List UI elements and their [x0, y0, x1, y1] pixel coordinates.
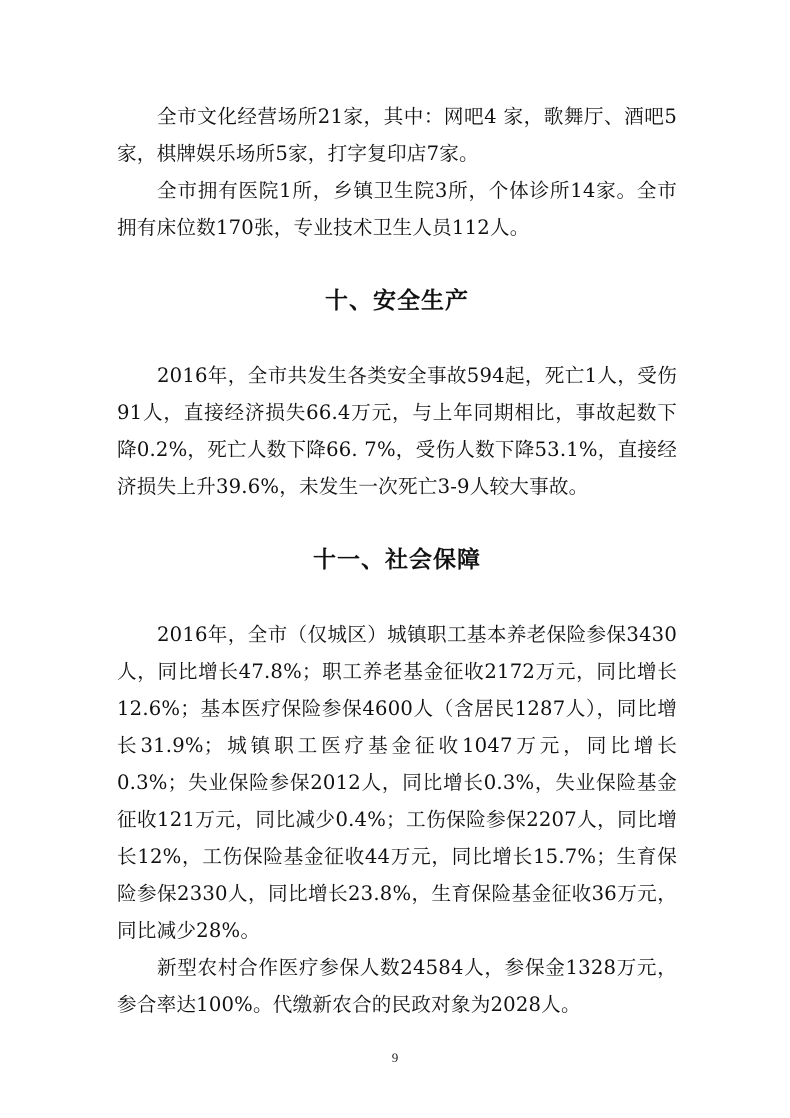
section-heading-safety: 十、安全生产: [325, 288, 469, 314]
paragraph-social-insurance: 2016年，全市（仅城区）城镇职工基本养老保险参保3430人，同比增长47.8%；职工养老基金征收2172万元，同比增长12.6%；基本医疗保险参保4600人（含居民1287人），同比增长31.9%；城镇职工医疗基金征收1047万元，同比增长0.3%；失业保险参保2012人，同比增长0.3%，失业保险基金征收121万元，同比减少0.4%；工伤保险参保2207人，同比增长12%，工伤保险基金征收44万元，同比增长15.7%；生育保险参保2330人，同比增长23.8%，生育保险基金征收36万元，同比减少28%。: [117, 623, 677, 942]
paragraph-safety: 2016年，全市共发生各类安全事故594起，死亡1人，受伤91人，直接经济损失66.4万元，与上年同期相比，事故起数下降0.2%，死亡人数下降66. 7%，受伤人数下降53.1%，直接经济损失上升39.6%，未发生一次死亡3-9人较大事故。: [117, 364, 677, 498]
paragraph-culture-venues: 全市文化经营场所21家，其中：网吧4 家，歌舞厅、酒吧5家，棋牌娱乐场所5家，打字复印店7家。: [117, 105, 677, 165]
page-number: 9: [391, 1050, 399, 1065]
paragraph-health: 全市拥有医院1所，乡镇卫生院3所，个体诊所14家。全市拥有床位数170张，专业技术卫生人员112人。: [117, 179, 677, 239]
page-body: [117, 98, 677, 1023]
section-heading-social-security: 十一、社会保障: [313, 547, 481, 573]
paragraph-rural-medical: 新型农村合作医疗参保人数24584人，参保金1328万元，参合率达100%。代缴新农合的民政对象为2028人。: [117, 956, 677, 1016]
